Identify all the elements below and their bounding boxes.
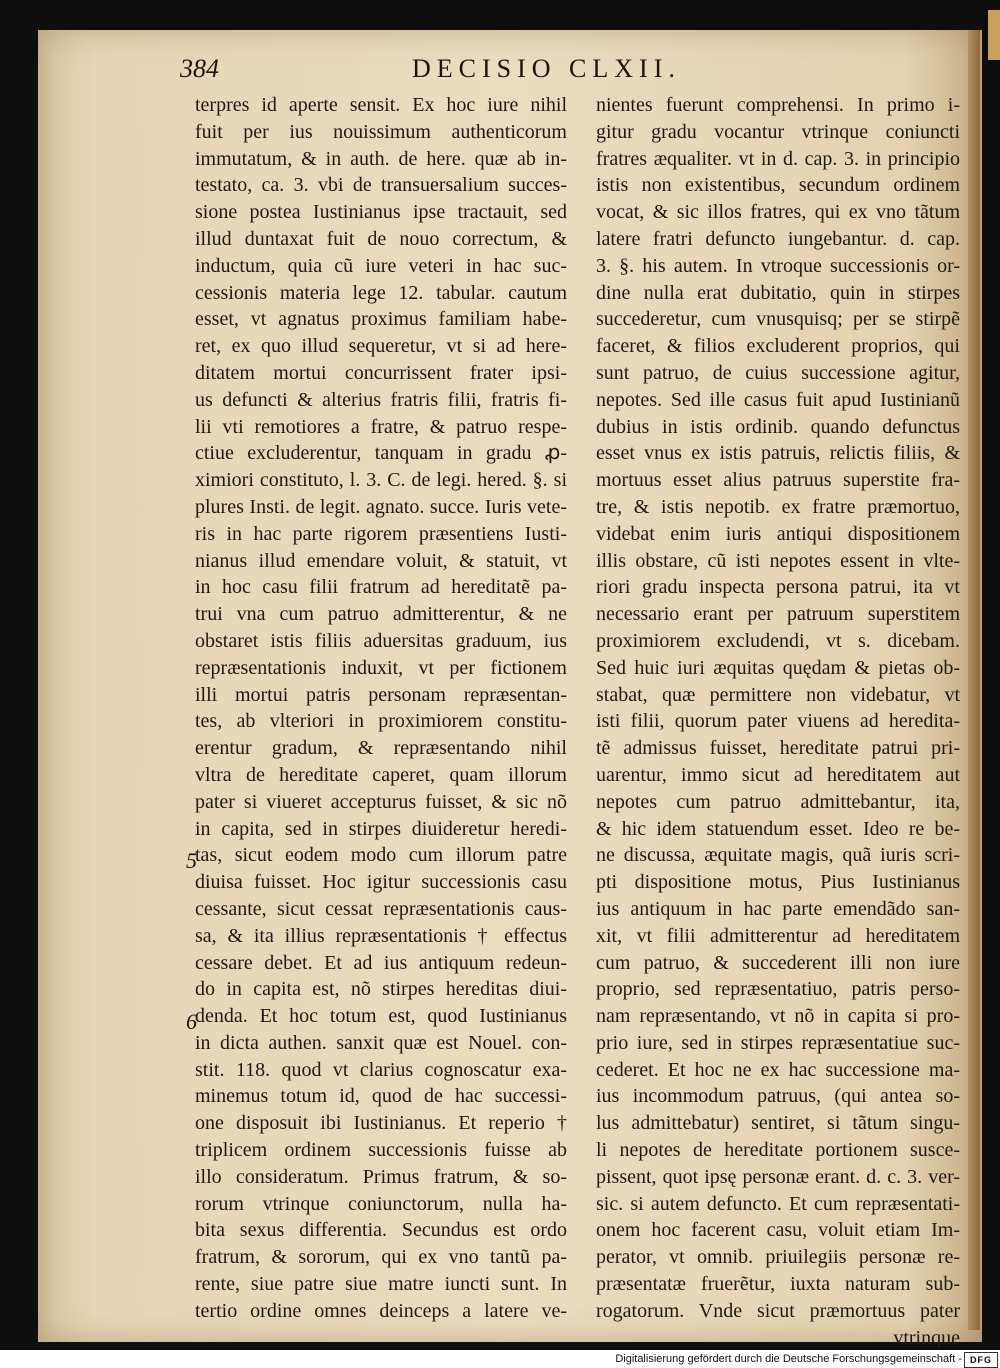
text-line: stabat, quæ permittere non videbatur, vt [596, 683, 960, 706]
text-line: ximiori constituto, l. 3. C. de legi. hered. §. si [195, 469, 567, 492]
text-line: sione postea Iustinianus ipse tractauit, sed [195, 201, 567, 224]
left-text-column [195, 92, 567, 1325]
text-line: perator, vt omnib. priuilegiis personæ re- [596, 1246, 960, 1269]
page-header [180, 54, 980, 94]
text-line: dubius in istis ordinib. quando defunctus [596, 415, 960, 438]
text-line: terpres id aperte sensit. Ex hoc iure nihil [195, 94, 567, 116]
text-line: ius incommodum patruus, (qui antea so- [596, 1085, 960, 1108]
text-line: faceret, & filios excluderent proprios, qui [596, 335, 960, 358]
dfg-logo: DFG [964, 1352, 998, 1368]
text-line: pti dispositione motus, Pius Iustinianus [596, 871, 960, 894]
text-line: tre, & istis nepotib. ex fratre præmortuo, [596, 495, 960, 518]
text-line: triplicem ordinem successionis fuisse ab [195, 1139, 567, 1162]
text-line: ne discussa, æquitate magis, quã iuris scri- [596, 844, 960, 867]
text-line: 3. §. his autem. In vtroque successionis or- [596, 254, 960, 277]
text-line: rogatorum. Vnde sicut præmortuus pater [596, 1299, 960, 1322]
text-line: tertio ordine omnes deinceps a latere ve- [195, 1299, 567, 1322]
text-line: one disposuit ibi Iustinianus. Et reperio † [195, 1112, 567, 1135]
text-line: latere fratri defuncto iungebantur. d. cap. [596, 227, 960, 250]
text-line: denda. Et hoc totum est, quod Iustinianus [195, 1005, 567, 1028]
text-line: nepotes. Sed ille casus fuit apud Iustinianũ [596, 388, 960, 411]
page-edge [968, 30, 980, 1330]
text-line: illi mortui patris personam repræsentan- [195, 683, 567, 706]
text-line: do in capita est, nõ stirpes hereditas diui- [195, 978, 567, 1001]
text-line: proximiorem excludendi, vt s. dicebam. [596, 629, 960, 652]
text-line: nianus illud emendare voluit, & statuit, vt [195, 549, 567, 572]
text-line: fuit per ius nouissimum authenticorum [195, 120, 567, 143]
text-line: fratres æqualiter. vt in d. cap. 3. in principio [596, 147, 960, 170]
text-line: onem hoc facerent casu, voluit etiam Im- [596, 1219, 960, 1242]
text-line: mortuus esset alius patruus superstite fra- [596, 469, 960, 492]
marginal-number: 5 [186, 848, 197, 873]
text-line: pissent, quot ipsę personæ erant. d. c. 3. ver- [596, 1165, 960, 1188]
text-line: cum patruo, & succederent illi non iure [596, 951, 960, 974]
text-line: ris in hac parte rigorem præsentiens Iusti- [195, 522, 567, 545]
page-number: 384 [180, 54, 219, 83]
text-line: esset vnus ex istis patruis, relictis filiis, & [596, 442, 960, 465]
text-line: gitur gradu vocantur vtrinque coniuncti [596, 120, 960, 143]
text-line: cessante, sicut cessat repræsentationis caus- [195, 897, 567, 920]
text-line: sa, & ita illius repræsentationis † effectus [195, 924, 567, 947]
text-line: proprio, sed repræsentatiuo, patris perso- [596, 978, 960, 1001]
text-line: ret, ex quo illud sequeretur, vt si ad here- [195, 335, 567, 358]
text-line: cessare debet. Et ad ius antiquum redeun- [195, 951, 567, 974]
digitization-footer [0, 1350, 1000, 1368]
running-title: DECISIO CLXII. [412, 54, 681, 83]
text-line: nam repræsentando, vt nõ in capita si pro- [596, 1005, 960, 1028]
text-line: stit. 118. quod vt clarius cognoscatur exa- [195, 1058, 567, 1081]
text-line: rorum vtrinque coniunctorum, nulla ha- [195, 1192, 567, 1215]
text-line: trui vna cum patruo admitterentur, & ne [195, 603, 567, 626]
text-line: rente, siue patre siue matre iuncti sunt. In [195, 1273, 567, 1296]
text-line: videbat enim iuris antiqui dispositionem [596, 522, 960, 545]
text-line: obstaret istis filiis aduersitas graduum, ius [195, 629, 567, 652]
text-line: dine nulla erat dubitatio, quin in stirpes [596, 281, 960, 304]
text-line: vltra de hereditate caperet, quam illorum [195, 763, 567, 786]
footer-credit: Digitalisierung gefördert durch die Deutsche Forschungsgemeinschaft - [615, 1353, 962, 1365]
text-line: tẽ admissus fuisset, hereditate patrui pri- [596, 737, 960, 760]
text-line: & hic idem statuendum esset. Ideo re be- [596, 817, 960, 840]
text-line: inductum, quia cũ iure veteri in hac suc- [195, 254, 567, 277]
text-line: sunt patruo, de cuius successione agitur, [596, 361, 960, 384]
text-line: ius antiquum in hac parte emendãdo san- [596, 897, 960, 920]
text-line: nepotes cum patruo admittebantur, ita, [596, 790, 960, 813]
text-line: testato, ca. 3. vbi de transuersalium succes- [195, 174, 567, 197]
text-line: plures Insti. de legit. agnato. succe. Iuris vete- [195, 495, 567, 518]
text-line: Sed huic iuri æquitas quędam & pietas ob- [596, 656, 960, 679]
text-line: pater si viueret accepturus fuisset, & sic nõ [195, 790, 567, 813]
right-text-column [596, 92, 960, 1351]
text-line: isti filii, quorum pater viuens ad heredita- [596, 710, 960, 733]
text-line: vocat, & sic illos fratres, qui ex vno tãtum [596, 201, 960, 224]
text-line: erentur gradum, & repræsentando nihil [195, 737, 567, 760]
text-line: illis obstare, cũ isti nepotes essent in vlte- [596, 549, 960, 572]
text-line: istis non existentibus, secundum ordinem [596, 174, 960, 197]
text-line: in dicta authen. sanxit quæ est Nouel. con- [195, 1031, 567, 1054]
text-line: cessionis materia lege 12. tabular. cautum [195, 281, 567, 304]
text-line: præsentatæ fruerẽtur, iuxta naturam sub- [596, 1273, 960, 1296]
text-line: xit, vt filii admitterentur ad hereditatem [596, 924, 960, 947]
text-line: riori gradu inspecta persona patrui, ita vt [596, 576, 960, 599]
text-line: lii vti remotiores a fratre, & patruo respe- [195, 415, 567, 438]
text-line: immutatum, & in auth. de here. quæ ab in- [195, 147, 567, 170]
text-line: tes, ab vlteriori in proximiorem constitu- [195, 710, 567, 733]
text-line: illud duntaxat fuit de nouo correctum, & [195, 227, 567, 250]
marginal-number: 6 [186, 1009, 197, 1034]
text-line: sic. si autem defuncto. Et cum repræsentati- [596, 1192, 960, 1215]
text-line: bita sexus differentia. Secundus est ordo [195, 1219, 567, 1242]
text-line: tas, sicut eodem modo cum illorum patre [195, 844, 567, 867]
text-line: us defuncti & alterius fratris filii, fratris fi- [195, 388, 567, 411]
text-line: diuisa fuisset. Hoc igitur successionis casu [195, 871, 567, 894]
text-line: ditatem mortui concurrissent frater ipsi- [195, 361, 567, 384]
text-line: vtrinque [893, 1326, 960, 1349]
text-line: cederet. Et hoc ne ex hac successione ma- [596, 1058, 960, 1081]
bookmark-strip [988, 10, 1000, 60]
text-line: succederetur, cum vnusquisq; per se stirpẽ [596, 308, 960, 331]
text-line: li nepotes de hereditate portionem susce- [596, 1139, 960, 1162]
text-line: repræsentationis induxit, vt per fictionem [195, 656, 567, 679]
text-line: ctiue excluderentur, tanquam in gradu ꝓ- [195, 442, 567, 465]
text-line: in hoc casu filii fratrum ad hereditatẽ pa- [195, 576, 567, 599]
text-line: esset, vt agnatus proximus familiam habe- [195, 308, 567, 331]
text-line: nientes fuerunt comprehensi. In primo i- [596, 94, 960, 116]
text-line: illo consideratum. Primus fratrum, & so- [195, 1165, 567, 1188]
text-line: fratrum, & sororum, qui ex vno tantũ pa- [195, 1246, 567, 1269]
text-line: in capita, sed in stirpes diuideretur heredi- [195, 817, 567, 840]
text-line: prio iure, sed in stirpes repræsentatiue suc- [596, 1031, 960, 1054]
text-line: uarentur, immo sicut ad hereditatem aut [596, 763, 960, 786]
text-line: minemus totum id, quod de hac successi- [195, 1085, 567, 1108]
text-line: necessario erant per patruum superstitem [596, 603, 960, 626]
text-line: lus admittebatur) sentiret, si tãtum singu- [596, 1112, 960, 1135]
